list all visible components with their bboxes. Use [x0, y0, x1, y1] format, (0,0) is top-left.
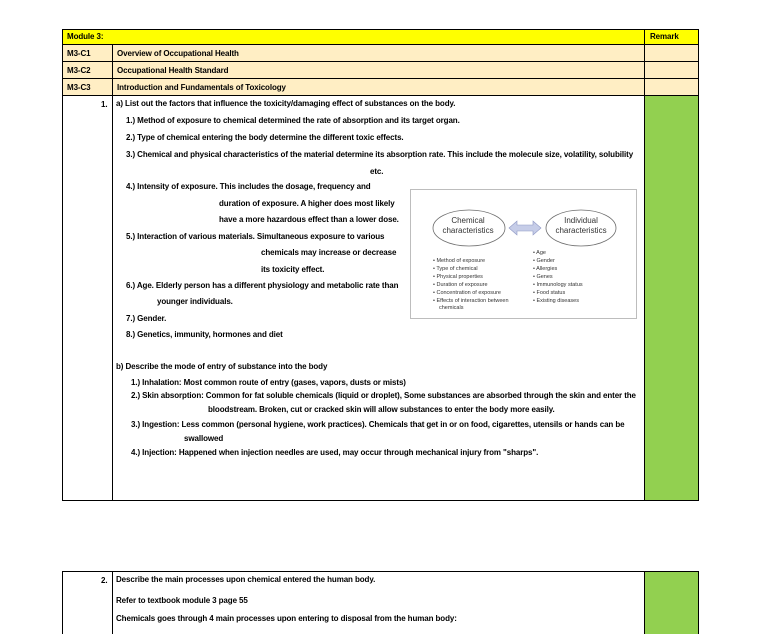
remark-header-label: Remark: [650, 32, 679, 41]
right-bullet-text: Gender: [536, 258, 555, 264]
table-row: [63, 79, 699, 96]
left-bullet-text: Duration of exposure: [436, 282, 488, 288]
q1-a-item: 4.) Intensity of exposure. This includes the dosage, frequency and: [126, 182, 371, 191]
remark-header-cell: [645, 30, 699, 45]
right-bullet-text: Age: [536, 250, 546, 256]
module-header-label: Module 3:: [67, 32, 104, 41]
left-bullet: • Method of exposure: [433, 258, 486, 264]
q1-b-item-cont: swallowed: [184, 434, 224, 443]
right-bullet: • Existing diseases: [533, 298, 579, 304]
title-label: Occupational Health Standard: [117, 66, 229, 75]
double-arrow-icon: [509, 221, 541, 235]
toxicity-factors-diagram: [410, 189, 637, 319]
left-bullet-text: Physical properties: [436, 274, 483, 280]
remark-cell: [645, 96, 699, 501]
right-bullet: • Food status: [533, 290, 566, 296]
title-cell: [113, 79, 645, 96]
left-bullet-text: Concentration of exposure: [436, 290, 501, 296]
table-row: [63, 45, 699, 62]
left-bullet-text: Type of chemical: [436, 266, 478, 272]
q1-b-item-cont: bloodstream. Broken, cut or cracked skin will allow substances to enter the body more easily.: [208, 405, 555, 414]
title-cell: [113, 62, 645, 79]
module-header-cell: [63, 30, 645, 45]
q1-a-item: 1.) Method of exposure to chemical determined the rate of absorption and its target organ.: [126, 116, 460, 125]
q1-a-item-cont: have a more hazardous effect than a lower dose.: [219, 215, 399, 224]
left-bullet: • Concentration of exposure: [433, 290, 501, 296]
q1-a-item: 6.) Age. Elderly person has a different physiology and metabolic rate than: [126, 281, 399, 290]
code-label: M3-C3: [67, 83, 91, 92]
q1-a-item: 5.) Interaction of various materials. Simultaneous exposure to various: [126, 232, 385, 241]
right-bullet: • Allergies: [533, 266, 558, 272]
title-label: Overview of Occupational Health: [117, 49, 239, 58]
right-bullet-text: Immunology status: [536, 282, 583, 288]
code-label: M3-C1: [67, 49, 91, 58]
left-bullet-text: Effects of interaction between: [436, 298, 509, 304]
remark-cell: [645, 572, 699, 634]
remark-cell: [645, 79, 699, 96]
right-bullet-text: Existing diseases: [536, 298, 579, 304]
right-bullet: • Genes: [533, 274, 553, 280]
left-bullet: • Effects of interaction between: [433, 298, 509, 304]
q1-a-title: a) List out the factors that influence the toxicity/damaging effect of substances on the body.: [116, 99, 456, 108]
q1-a-item: 8.) Genetics, immunity, hormones and diet: [126, 330, 283, 339]
right-bullet: • Gender: [533, 258, 555, 264]
title-cell: [113, 45, 645, 62]
table-row: [63, 62, 699, 79]
code-cell: [63, 79, 113, 96]
left-bullet: • Physical properties: [433, 274, 483, 280]
table-header-row: [63, 30, 699, 45]
q2-line: Describe the main processes upon chemical entered the human body.: [116, 575, 376, 584]
q2-line: Chemicals goes through 4 main processes upon entering to disposal from the human body:: [116, 614, 457, 623]
chemical-label: [435, 216, 501, 236]
individual-label-text: Individual characteristics: [555, 216, 607, 235]
right-bullet-text: Food status: [536, 290, 566, 296]
q1-b-item: 4.) Injection: Happened when injection needles are used, may occur through mechanical injury from "sharps".: [131, 448, 539, 457]
q1-b-item: 1.) Inhalation: Most common route of entry (gases, vapors, dusts or mists): [131, 378, 406, 387]
q1-a-item-cont: etc.: [370, 167, 384, 176]
individual-label: [548, 216, 614, 236]
title-label: Introduction and Fundamentals of Toxicology: [117, 83, 286, 92]
code-cell: [63, 62, 113, 79]
remark-cell: [645, 62, 699, 79]
right-bullet-text: Allergies: [536, 266, 558, 272]
left-bullet-cont: [439, 305, 463, 311]
question-number: 2.: [101, 576, 108, 585]
q1-b-item: 2.) Skin absorption: Common for fat soluble chemicals (liquid or droplet), Some substances are absorbed through the skin and enter the: [131, 391, 636, 400]
q1-a-item-cont: younger individuals.: [157, 297, 233, 306]
q1-a-item: 2.) Type of chemical entering the body determine the different toxic effects.: [126, 133, 404, 142]
q1-a-item: 3.) Chemical and physical characteristics of the material determine its absorption rate. This include the molecule size, volatility, solubility: [126, 150, 634, 159]
q1-a-item-cont: duration of exposure. A higher does most likely: [219, 199, 395, 208]
number-cell: [63, 96, 113, 501]
remark-cell: [645, 45, 699, 62]
left-bullet: • Type of chemical: [433, 266, 478, 272]
q1-b-title: b) Describe the mode of entry of substance into the body: [116, 362, 328, 371]
chemical-label-text: Chemical characteristics: [442, 216, 494, 235]
right-bullet: • Immunology status: [533, 282, 583, 288]
q1-a-item: 7.) Gender.: [126, 314, 167, 323]
left-bullet-text: chemicals: [439, 305, 464, 311]
code-cell: [63, 45, 113, 62]
q1-a-item-cont: chemicals may increase or decrease: [261, 248, 397, 257]
q2-line: Refer to textbook module 3 page 55: [116, 596, 248, 605]
number-cell: [63, 572, 113, 634]
left-bullet-text: Method of exposure: [436, 258, 486, 264]
q1-a-item-cont: its toxicity effect.: [261, 265, 325, 274]
question-number: 1.: [101, 100, 108, 109]
left-bullet: • Duration of exposure: [433, 282, 488, 288]
right-bullet: • Age: [533, 250, 546, 256]
right-bullet-text: Genes: [536, 274, 553, 280]
code-label: M3-C2: [67, 66, 91, 75]
q1-b-item: 3.) Ingestion: Less common (personal hygiene, work practices). Chemicals that get in or on food, cigarettes, utensils or hands can be: [131, 420, 625, 429]
